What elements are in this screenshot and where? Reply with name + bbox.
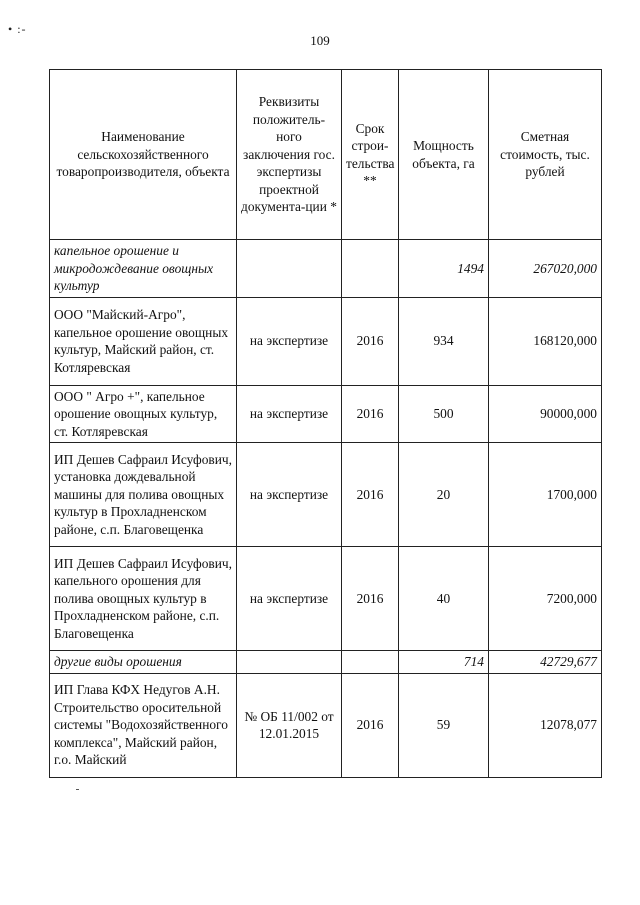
cell-term: 2016 bbox=[342, 673, 399, 777]
cell-name: ИП Дешев Сафраил Исуфович, капельного орошения для полива овощных культур в Прохладненском районе, с.п. Благовещенка bbox=[50, 547, 237, 651]
table-row bbox=[50, 443, 602, 547]
cell-name: капельное орошение и микродождевание овощных культур bbox=[50, 240, 237, 298]
cell-term bbox=[342, 240, 399, 298]
header-name: Наименование сельскохозяйственного товаропроизводителя, объекта bbox=[50, 70, 237, 240]
stray-mark bbox=[76, 789, 79, 790]
cell-requisites bbox=[237, 240, 342, 298]
table-row bbox=[50, 385, 602, 443]
cell-requisites: на экспертизе bbox=[237, 297, 342, 385]
cell-capacity: 714 bbox=[399, 651, 489, 674]
table-row bbox=[50, 673, 602, 777]
cell-name: ООО " Агро +", капельное орошение овощных культур, ст. Котляревская bbox=[50, 385, 237, 443]
cell-requisites: на экспертизе bbox=[237, 443, 342, 547]
header-capacity: Мощность объекта, га bbox=[399, 70, 489, 240]
cell-name: ИП Глава КФХ Недугов А.Н. Строительство оросительной системы "Водохозяйственного комплекса", Майский район, г.о. Майский bbox=[50, 673, 237, 777]
cell-term: 2016 bbox=[342, 547, 399, 651]
cell-capacity: 59 bbox=[399, 673, 489, 777]
cell-capacity: 40 bbox=[399, 547, 489, 651]
cell-requisites: на экспертизе bbox=[237, 385, 342, 443]
cell-term: 2016 bbox=[342, 385, 399, 443]
cell-capacity: 1494 bbox=[399, 240, 489, 298]
table-header-row bbox=[50, 70, 602, 240]
cell-capacity: 934 bbox=[399, 297, 489, 385]
cell-capacity: 20 bbox=[399, 443, 489, 547]
header-cost: Сметная стоимость, тыс. рублей bbox=[489, 70, 602, 240]
cell-term: 2016 bbox=[342, 443, 399, 547]
cell-name: ИП Дешев Сафраил Исуфович, установка дождевальной машины для полива овощных культур в Прохладненском районе, с.п. Благовещенка bbox=[50, 443, 237, 547]
cell-requisites: № ОБ 11/002 от 12.01.2015 bbox=[237, 673, 342, 777]
cell-requisites bbox=[237, 651, 342, 674]
cell-name: другие виды орошения bbox=[50, 651, 237, 674]
cell-cost: 7200,000 bbox=[489, 547, 602, 651]
cell-requisites: на экспертизе bbox=[237, 547, 342, 651]
cell-cost: 90000,000 bbox=[489, 385, 602, 443]
table-row-section bbox=[50, 240, 602, 298]
margin-marks: • :- bbox=[8, 22, 27, 36]
cell-cost: 1700,000 bbox=[489, 443, 602, 547]
page-number: 109 bbox=[310, 33, 330, 48]
table-row-section bbox=[50, 651, 602, 674]
cell-cost: 12078,077 bbox=[489, 673, 602, 777]
cell-term: 2016 bbox=[342, 297, 399, 385]
cell-name: ООО "Майский-Агро", капельное орошение овощных культур, Майский район, ст. Котляревская bbox=[50, 297, 237, 385]
table-row bbox=[50, 547, 602, 651]
cell-cost: 42729,677 bbox=[489, 651, 602, 674]
cell-term bbox=[342, 651, 399, 674]
cell-cost: 168120,000 bbox=[489, 297, 602, 385]
cell-cost: 267020,000 bbox=[489, 240, 602, 298]
table-row bbox=[50, 297, 602, 385]
construction-objects-table bbox=[49, 69, 602, 778]
header-term: Срок строи-тельства ** bbox=[342, 70, 399, 240]
header-requisites: Реквизиты положитель-ного заключения гос. экспертизы проектной документа-ции * bbox=[237, 70, 342, 240]
cell-capacity: 500 bbox=[399, 385, 489, 443]
